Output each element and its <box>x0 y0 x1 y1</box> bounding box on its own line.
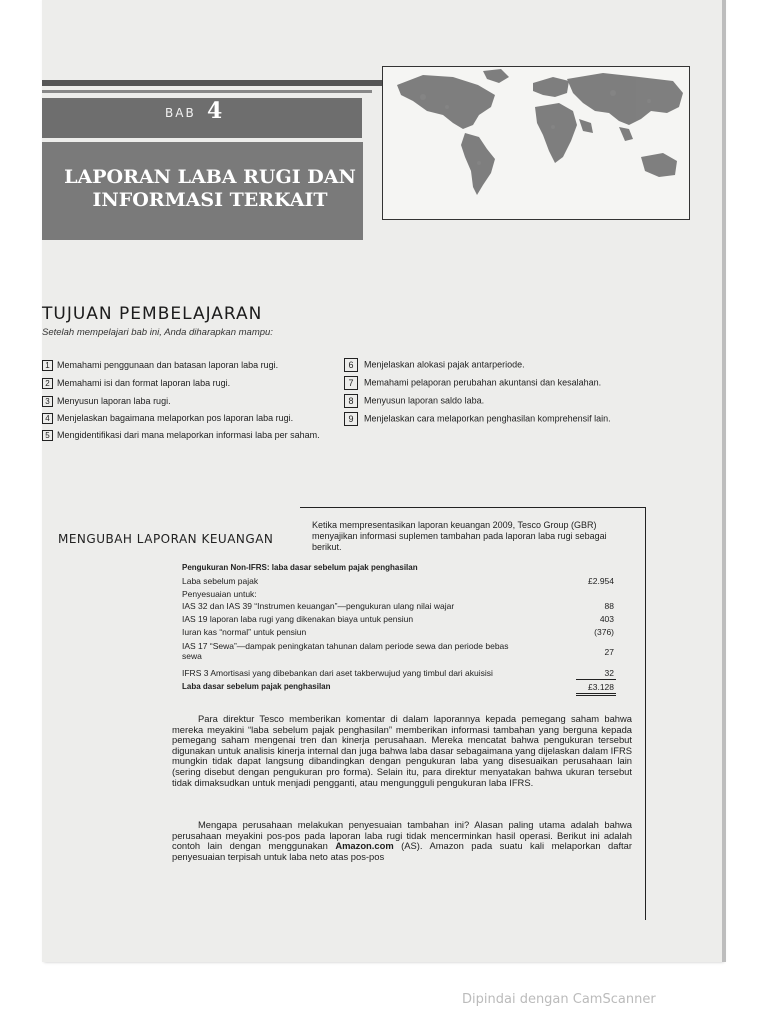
row-label: IAS 17 “Sewa”—dampak peningkatan tahunan dalam periode sewa dan periode bebas sewa <box>182 641 509 661</box>
row-value: (376) <box>594 627 614 637</box>
paragraph-text: (AS). Amazon pada suatu kali melaporkan daftar penyesuaian terpisah untuk laba neto atas pos-pos <box>172 840 632 862</box>
body-paragraph <box>172 820 632 862</box>
row-label: IFRS 3 Amortisasi yang dibebankan dari aset takberwujud yang timbul dari akuisisi <box>182 668 493 678</box>
row-value: 27 <box>604 647 614 657</box>
objective-number: 5 <box>42 430 53 441</box>
total-rule <box>576 695 616 696</box>
total-rule <box>576 693 616 694</box>
objective-number: 6 <box>344 358 358 372</box>
objective-item <box>344 358 664 372</box>
objective-text: Menjelaskan alokasi pajak antarperiode. <box>364 359 525 370</box>
row-value: £2.954 <box>588 576 614 586</box>
objective-text: Menyusun laporan laba rugi. <box>57 396 171 406</box>
world-map-icon <box>383 67 689 219</box>
objective-text: Menyusun laporan saldo laba. <box>364 395 485 406</box>
objective-item <box>344 394 664 408</box>
chapter-label: BAB <box>165 106 196 120</box>
page-edge-shadow <box>722 0 726 962</box>
chapter-number: 4 <box>207 98 223 124</box>
objective-item <box>42 360 332 371</box>
objective-number: 3 <box>42 396 53 407</box>
objective-number: 9 <box>344 412 358 426</box>
row-label: Laba dasar sebelum pajak penghasilan <box>182 682 331 691</box>
subtotal-rule <box>576 679 616 680</box>
row-value: 32 <box>604 668 614 678</box>
chapter-title <box>60 166 360 212</box>
objective-item <box>344 376 664 390</box>
objectives-intro: Setelah mempelajari bab ini, Anda diharapkan mampu: <box>42 327 273 338</box>
objectives-heading: TUJUAN PEMBELAJARAN <box>42 304 263 324</box>
objective-text: Memahami isi dan format laporan laba rugi. <box>57 378 231 388</box>
table-row <box>182 641 614 663</box>
paragraph-text: Mengapa perusahaan melakukan penyesuaian tambahan ini? Alasan paling utama adalah bahwa perusahaan meyakini pos-pos pada laporan laba rugi tidak mencerminkan hasil operasi. Berikut ini adalah contoh lain dengan menggunakan <box>172 819 632 852</box>
row-label: IAS 19 laporan laba rugi yang dikenakan biaya untuk pensiun <box>182 614 414 624</box>
row-value: £3.128 <box>588 682 614 692</box>
objective-item <box>42 396 332 407</box>
objective-number: 1 <box>42 360 53 371</box>
objective-text: Memahami penggunaan dan batasan laporan laba rugi. <box>57 360 279 370</box>
objective-text: Mengidentifikasi dari mana melaporkan informasi laba per saham. <box>57 430 320 440</box>
company-name: Amazon.com <box>335 840 394 852</box>
objective-item <box>42 378 332 389</box>
scanner-watermark: Dipindai dengan CamScanner <box>462 992 656 1007</box>
table-title: Pengukuran Non-IFRS: laba dasar sebelum pajak penghasilan <box>182 563 418 572</box>
feature-box-intro: Ketika mempresentasikan laporan keuangan 2009, Tesco Group (GBR) menyajikan informasi suplemen tambahan pada laporan laba rugi sebagai berikut. <box>312 520 607 552</box>
objective-text: Menjelaskan cara melaporkan penghasilan komprehensif lain. <box>364 413 611 424</box>
row-value: 403 <box>599 614 614 624</box>
header-stripe <box>42 80 382 86</box>
row-label: Laba sebelum pajak <box>182 576 259 586</box>
chapter-title-line1: LAPORAN LABA RUGI DAN <box>64 166 356 188</box>
row-label: Iuran kas “normal” untuk pensiun <box>182 627 307 637</box>
objective-text: Memahami pelaporan perubahan akuntansi dan kesalahan. <box>364 377 602 388</box>
scan-left-margin <box>0 0 42 962</box>
row-label: Penyesuaian untuk: <box>182 589 257 599</box>
objective-number: 2 <box>42 378 53 389</box>
objective-number: 8 <box>344 394 358 408</box>
objective-number: 4 <box>42 413 53 424</box>
objective-number: 7 <box>344 376 358 390</box>
objective-item <box>42 413 342 424</box>
objective-text: Menjelaskan bagaimana melaporkan pos laporan laba rugi. <box>57 413 294 423</box>
objective-item <box>344 412 654 426</box>
chapter-title-line2: INFORMASI TERKAIT <box>92 189 328 211</box>
chapter-bar <box>42 98 362 138</box>
feature-box-title: MENGUBAH LAPORAN KEUANGAN <box>58 532 274 546</box>
row-label: IAS 32 dan IAS 39 “Instrumen keuangan”—pengukuran ulang nilai wajar <box>182 601 455 611</box>
header-stripe <box>42 90 372 93</box>
world-map-image <box>382 66 690 220</box>
row-value: 88 <box>604 601 614 611</box>
body-paragraph: Para direktur Tesco memberikan komentar di dalam laporannya kepada pemegang saham bahwa mereka meyakini “laba sebelum pajak penghasilan” memberikan informasi tambahan yang berguna kepada pemegang saham mengenai tren dan kinerja perusahaan. Mereka mencatat bahwa pengukuran tersebut digunakan untuk analisis kinerja internal dan juga bahwa laba dasar sebagaimana yang dijelaskan dalam IFRS mungkin tidak dapat langsung dibandingkan dengan pengukuran laba yang disesuaikan perusahaan lain (sering disebut dengan pengukuran pro forma). Selain itu, para direktur menyatakan bahwa ukuran tersebut tidak dimaksudkan untuk menjadi pengganti, atau mengungguli pengukuran laba IFRS. <box>172 713 632 788</box>
objective-item <box>42 430 332 441</box>
